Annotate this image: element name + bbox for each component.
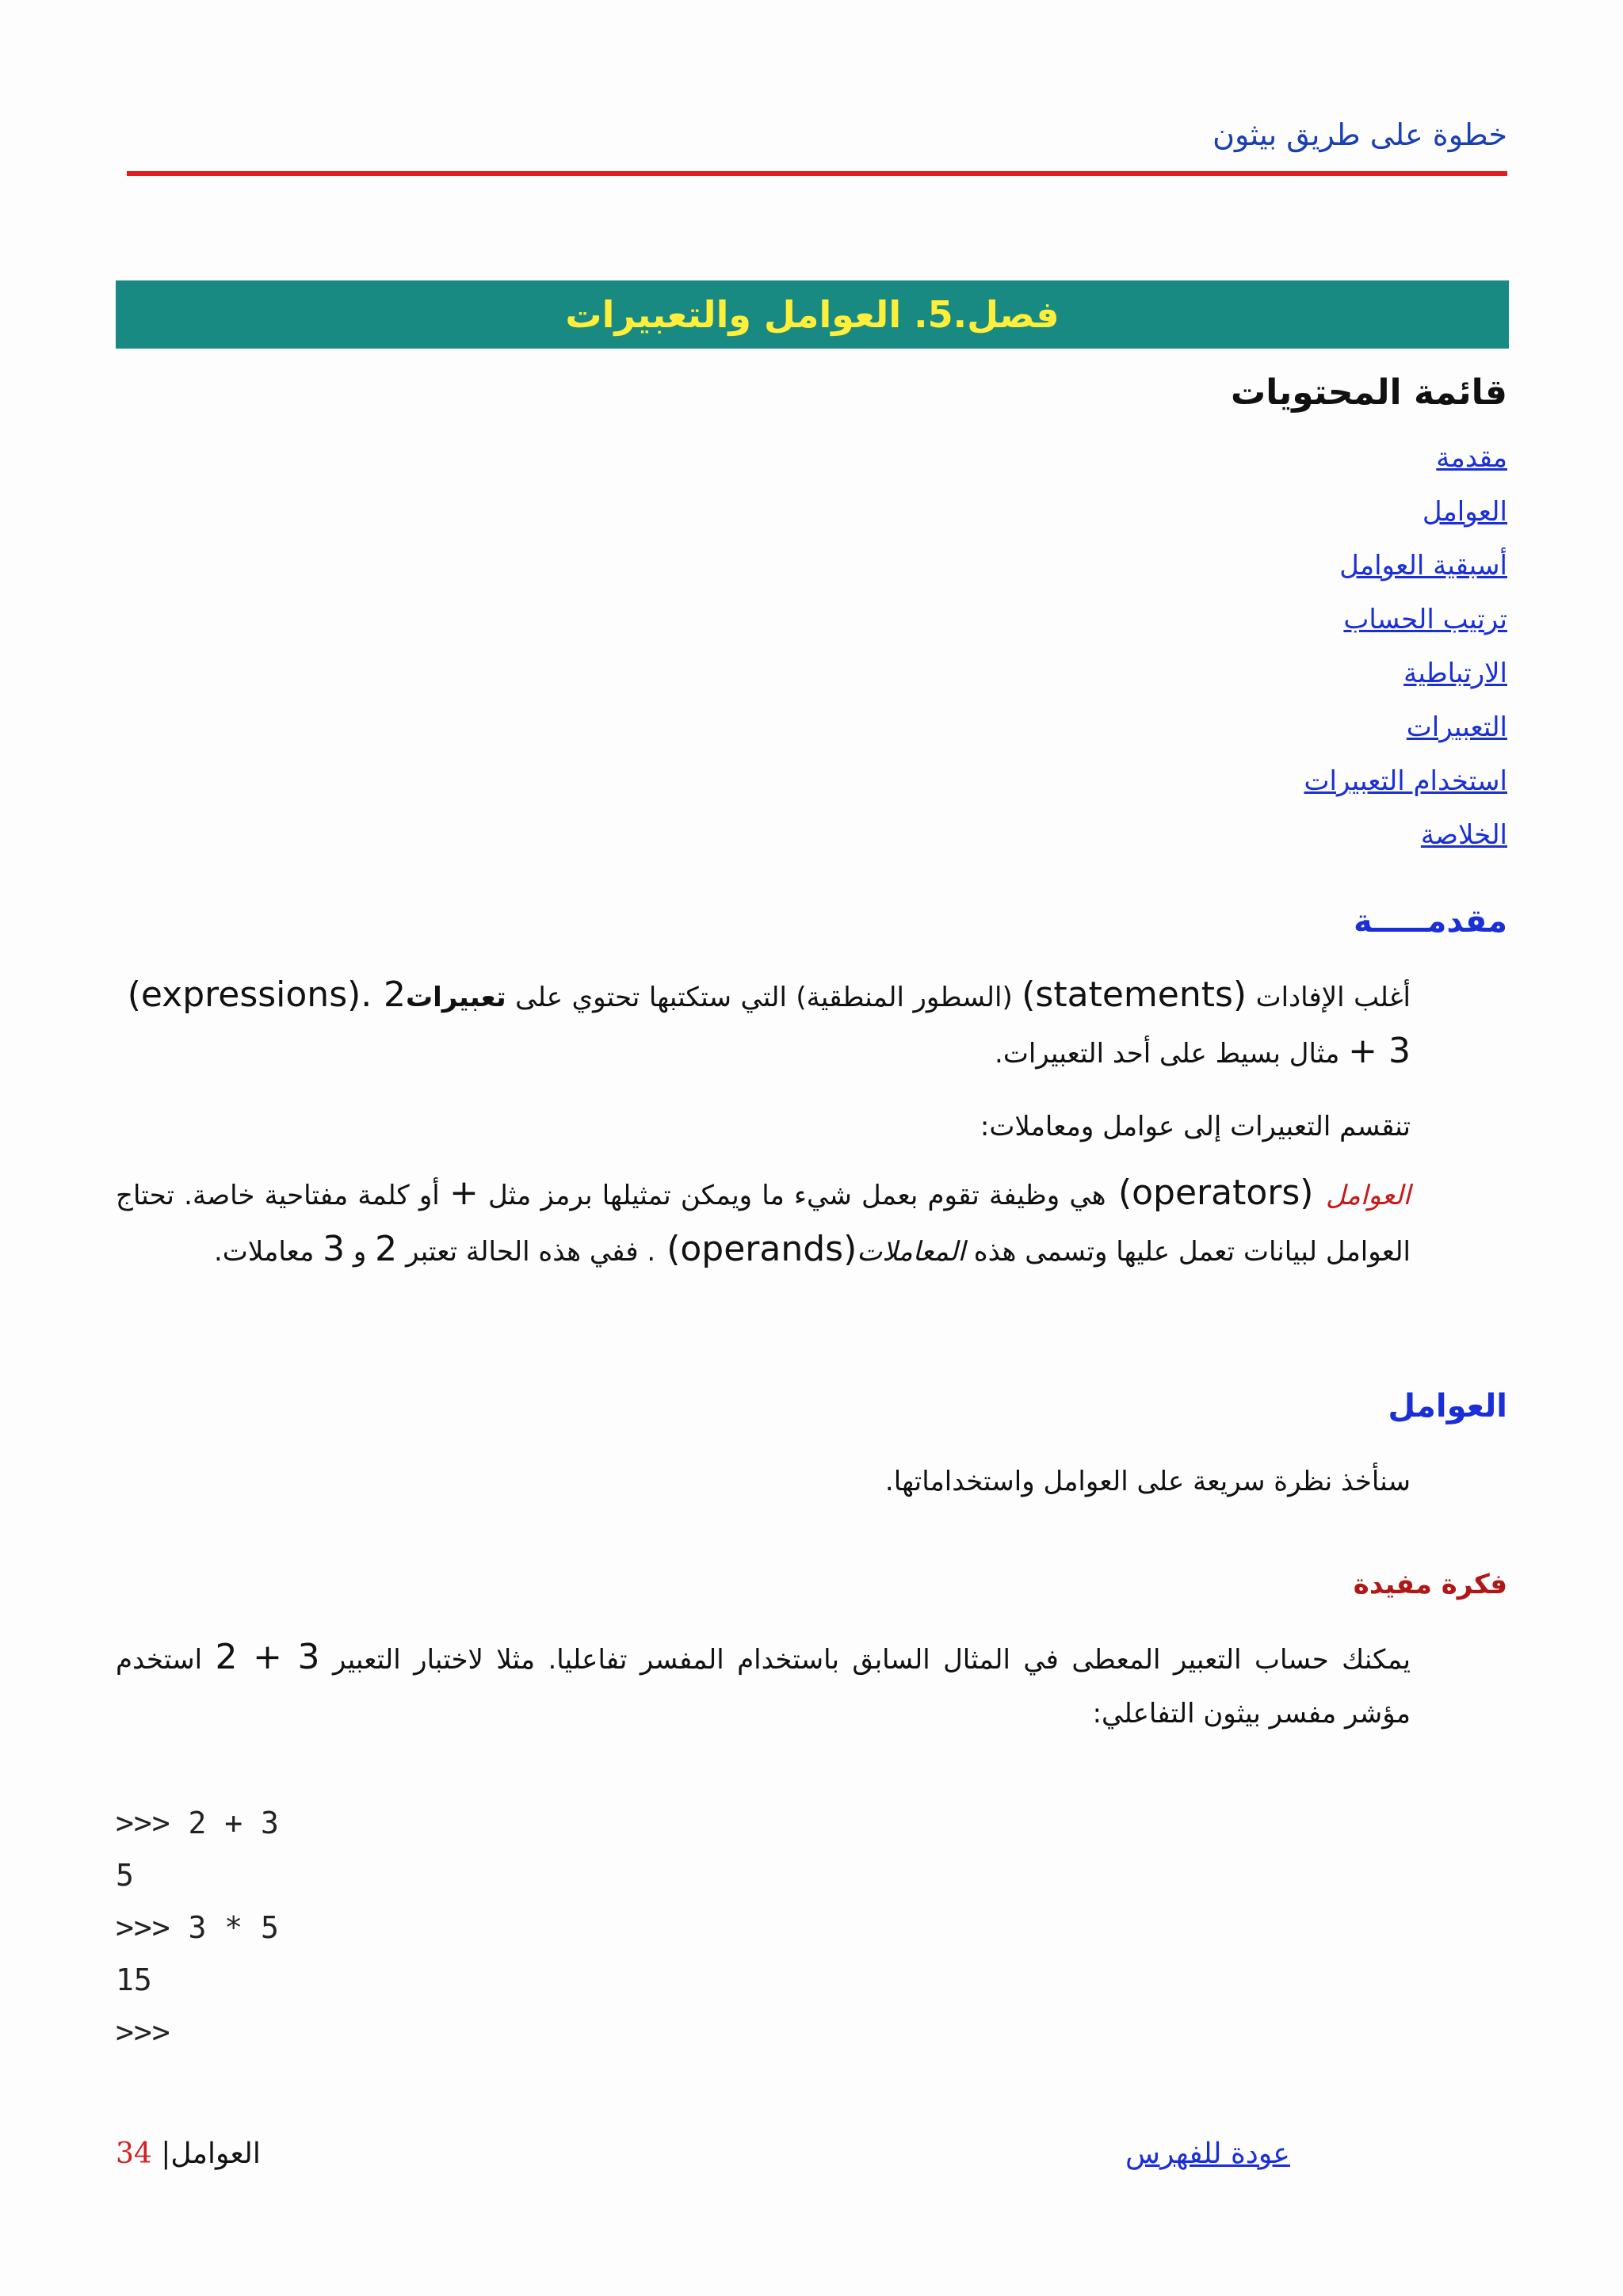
toc-item [1304,761,1508,814]
chapter-title-bar [116,280,1509,349]
toc-item [1304,599,1508,653]
table-of-contents [1304,437,1508,868]
back-to-index-link[interactable]: عودة للفهرس [1125,2138,1290,2170]
toc-item [1304,437,1508,491]
intro-paragraph-3: العوامل (operators) هي وظيفة تقوم بعمل شيء ما ويمكن تمثيلها برمز مثل + أو كلمة مفتاحية خاصة. تحتاج العوامل لبيانات تعمل عليها وتسمى هذه المعاملات (operands). ففي هذه الحالة تعتبر 2 و 3 معاملات. [116,1173,1411,1269]
toc-item [1304,707,1508,761]
intro-paragraph-2: تنقسم التعبيرات إلى عوامل ومعاملات: [980,1111,1411,1142]
footer-section-name: العوامل [170,2138,261,2170]
toc-item [1304,653,1508,707]
code-line: 15 [116,1962,152,1997]
toc-link-operator-precedence[interactable]: أسبقية العوامل [1339,550,1507,582]
code-block [116,1797,279,2058]
toc-link-introduction[interactable]: مقدمة [1436,442,1507,474]
tip-heading: فكرة مفيدة [1353,1569,1507,1600]
running-header-title: خطوة على طريق بيثون [1212,117,1507,152]
toc-link-associativity[interactable]: الارتباطية [1403,658,1507,689]
section-heading-introduction: مقدمـــــة [1353,903,1507,940]
toc-item [1304,491,1508,545]
toc-item [1304,814,1508,868]
code-line: >>> [116,2015,170,2050]
chapter-title: فصل.5. العوامل والتعبيرات [565,293,1060,336]
tip-paragraph: يمكنك حساب التعبير المعطى في المثال السابق باستخدام المفسر تفاعليا. مثلا لاختبار التعبير 2 + 3 استخدم مؤشر مفسر بيثون التفاعلي: [116,1637,1411,1730]
footer-page-info [116,2138,261,2170]
toc-link-summary[interactable]: الخلاصة [1420,819,1507,851]
toc-item [1304,545,1508,599]
code-line: >>> 3 * 5 [116,1910,279,1945]
operators-paragraph: سنأخذ نظرة سريعة على العوامل واستخداماتها. [884,1466,1411,1497]
page-number: 34 [116,2138,152,2170]
toc-link-operators[interactable]: العوامل [1422,496,1507,528]
header-rule [127,171,1507,176]
section-heading-operators: العوامل [1388,1388,1507,1425]
toc-heading: قائمة المحتويات [1231,372,1507,413]
code-line: 5 [116,1858,134,1893]
toc-link-evaluation-order[interactable]: ترتيب الحساب [1343,604,1507,635]
toc-link-using-expressions[interactable]: استخدام التعبيرات [1304,765,1507,797]
toc-link-expressions[interactable]: التعبيرات [1406,711,1507,743]
footer-separator: | [161,2138,171,2170]
intro-paragraph-1: أغلب الإفادات (statements) (السطور المنطقية) التي ستكتبها تحتوي على تعبيرات (expressions). 2 + 3 مثال بسيط على أحد التعبيرات. [116,974,1411,1071]
code-line: >>> 2 + 3 [116,1806,279,1840]
